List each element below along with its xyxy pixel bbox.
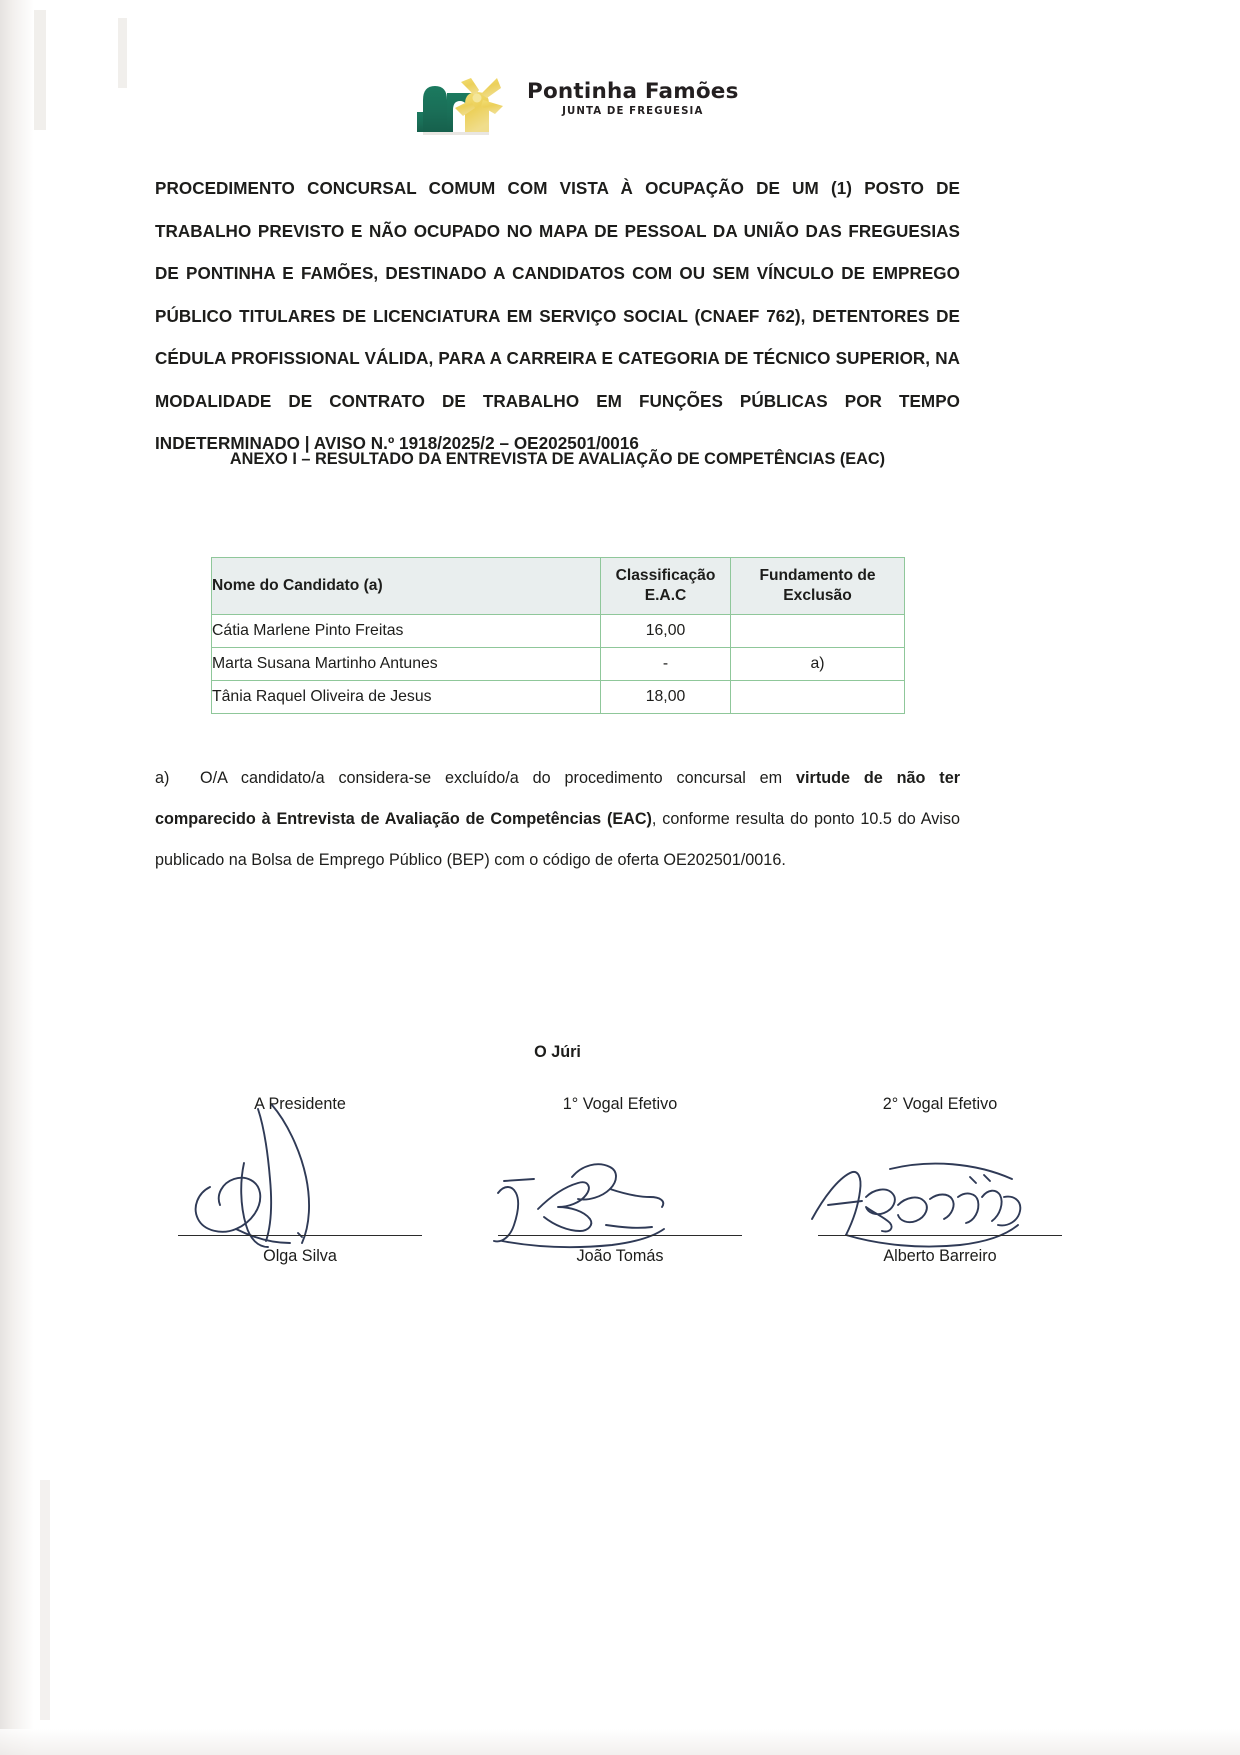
column-header-exclusion-reason bbox=[731, 558, 905, 615]
cell-exclusion-reason bbox=[731, 615, 905, 648]
signature-name: Alberto Barreiro bbox=[883, 1247, 997, 1265]
signature-block-vogal-1 bbox=[460, 1095, 780, 1295]
footnote-text-bold: virtude de não ter comparecido à Entrevista de Avaliação de Competências (EAC) bbox=[155, 769, 960, 828]
logo-mark-icon bbox=[409, 66, 521, 138]
logo-subtitle: JUNTA DE FREGUESIA bbox=[562, 105, 704, 117]
cell-candidate-name: Tânia Raquel Oliveira de Jesus bbox=[212, 681, 601, 714]
signature-role: A Presidente bbox=[254, 1095, 346, 1113]
organisation-logo bbox=[409, 66, 739, 138]
column-header-classification bbox=[601, 558, 731, 615]
annex-heading: ANEXO I – RESULTADO DA ENTREVISTA DE AVALIAÇÃO DE COMPETÊNCIAS (EAC) bbox=[229, 450, 886, 468]
table-header bbox=[212, 558, 905, 615]
footnote-text-part2: , conforme resulta do ponto 10.5 do Aviso publicado na Bolsa de Emprego Público (BEP) com o código de oferta OE202501/0016. bbox=[155, 810, 960, 869]
table-row bbox=[212, 648, 905, 681]
footnote-marker: a) bbox=[155, 769, 170, 787]
column-header-classification-line1: Classificação bbox=[615, 567, 716, 585]
eac-results-table bbox=[211, 557, 905, 714]
column-header-exclusion-line1: Fundamento de bbox=[759, 567, 876, 585]
table-row bbox=[212, 681, 905, 714]
scan-artefact-lower-left bbox=[40, 1480, 50, 1720]
cell-exclusion-reason bbox=[731, 681, 905, 714]
scan-artefact-upper-left-2 bbox=[118, 18, 127, 88]
signature-block-vogal-2 bbox=[780, 1095, 1100, 1295]
signature-block-president bbox=[140, 1095, 460, 1295]
handwritten-signature-icon bbox=[460, 1101, 780, 1266]
scan-artefact-upper-left bbox=[34, 10, 46, 130]
handwritten-signature-icon bbox=[140, 1101, 460, 1266]
column-header-classification-line2: E.A.C bbox=[644, 587, 687, 604]
cell-classification: 18,00 bbox=[601, 681, 731, 714]
cell-candidate-name: Marta Susana Martinho Antunes bbox=[212, 648, 601, 681]
footnote-text-part1: O/A candidato/a considera-se excluído/a do procedimento concursal em bbox=[200, 769, 797, 787]
signature-row bbox=[140, 1095, 1100, 1295]
scan-edge-shadow-bottom bbox=[0, 1729, 1240, 1755]
footnote-a bbox=[155, 758, 960, 881]
table-header-row bbox=[212, 558, 905, 615]
column-header-candidate-name: Nome do Candidato (a) bbox=[212, 558, 601, 615]
cell-classification: - bbox=[601, 648, 731, 681]
signature-name: Olga Silva bbox=[263, 1247, 337, 1265]
table-body bbox=[212, 615, 905, 714]
jury-heading: O Júri bbox=[534, 1043, 581, 1061]
signature-role: 1° Vogal Efetivo bbox=[562, 1095, 678, 1113]
scan-edge-shadow-left bbox=[0, 0, 34, 1755]
cell-candidate-name: Cátia Marlene Pinto Freitas bbox=[212, 615, 601, 648]
column-header-exclusion-line2: Exclusão bbox=[783, 587, 852, 604]
table-row bbox=[212, 615, 905, 648]
signature-name: João Tomás bbox=[576, 1247, 664, 1265]
procedure-title: PROCEDIMENTO CONCURSAL COMUM COM VISTA À OCUPAÇÃO DE UM (1) POSTO DE TRABALHO PREVISTO E NÃO OCUPADO NO MAPA DE PESSOAL DA UNIÃO DAS FREGUESIAS DE PONTINHA E FAMÕES, DESTINADO A CANDIDATOS COM OU SEM VÍNCULO DE EMPREGO PÚBLICO TITULARES DE LICENCIATURA EM SERVIÇO SOCIAL (CNAEF 762), DETENTORES DE CÉDULA PROFISSIONAL VÁLIDA, PARA A CARREIRA E CATEGORIA DE TÉCNICO SUPERIOR, NA MODALIDADE DE CONTRATO DE TRABALHO EM FUNÇÕES PÚBLICAS POR TEMPO INDETERMINADO | AVISO N.º 1918/2025/2 – OE202501/0016 bbox=[155, 179, 960, 453]
cell-exclusion-reason: a) bbox=[731, 648, 905, 681]
logo-wordmark bbox=[527, 81, 739, 123]
signature-line bbox=[498, 1235, 742, 1236]
signature-role: 2° Vogal Efetivo bbox=[882, 1095, 998, 1113]
logo-title: Pontinha Famões bbox=[527, 79, 739, 105]
cell-classification: 16,00 bbox=[601, 615, 731, 648]
handwritten-signature-icon bbox=[780, 1101, 1100, 1266]
signature-line bbox=[818, 1235, 1062, 1236]
signature-line bbox=[178, 1235, 422, 1236]
